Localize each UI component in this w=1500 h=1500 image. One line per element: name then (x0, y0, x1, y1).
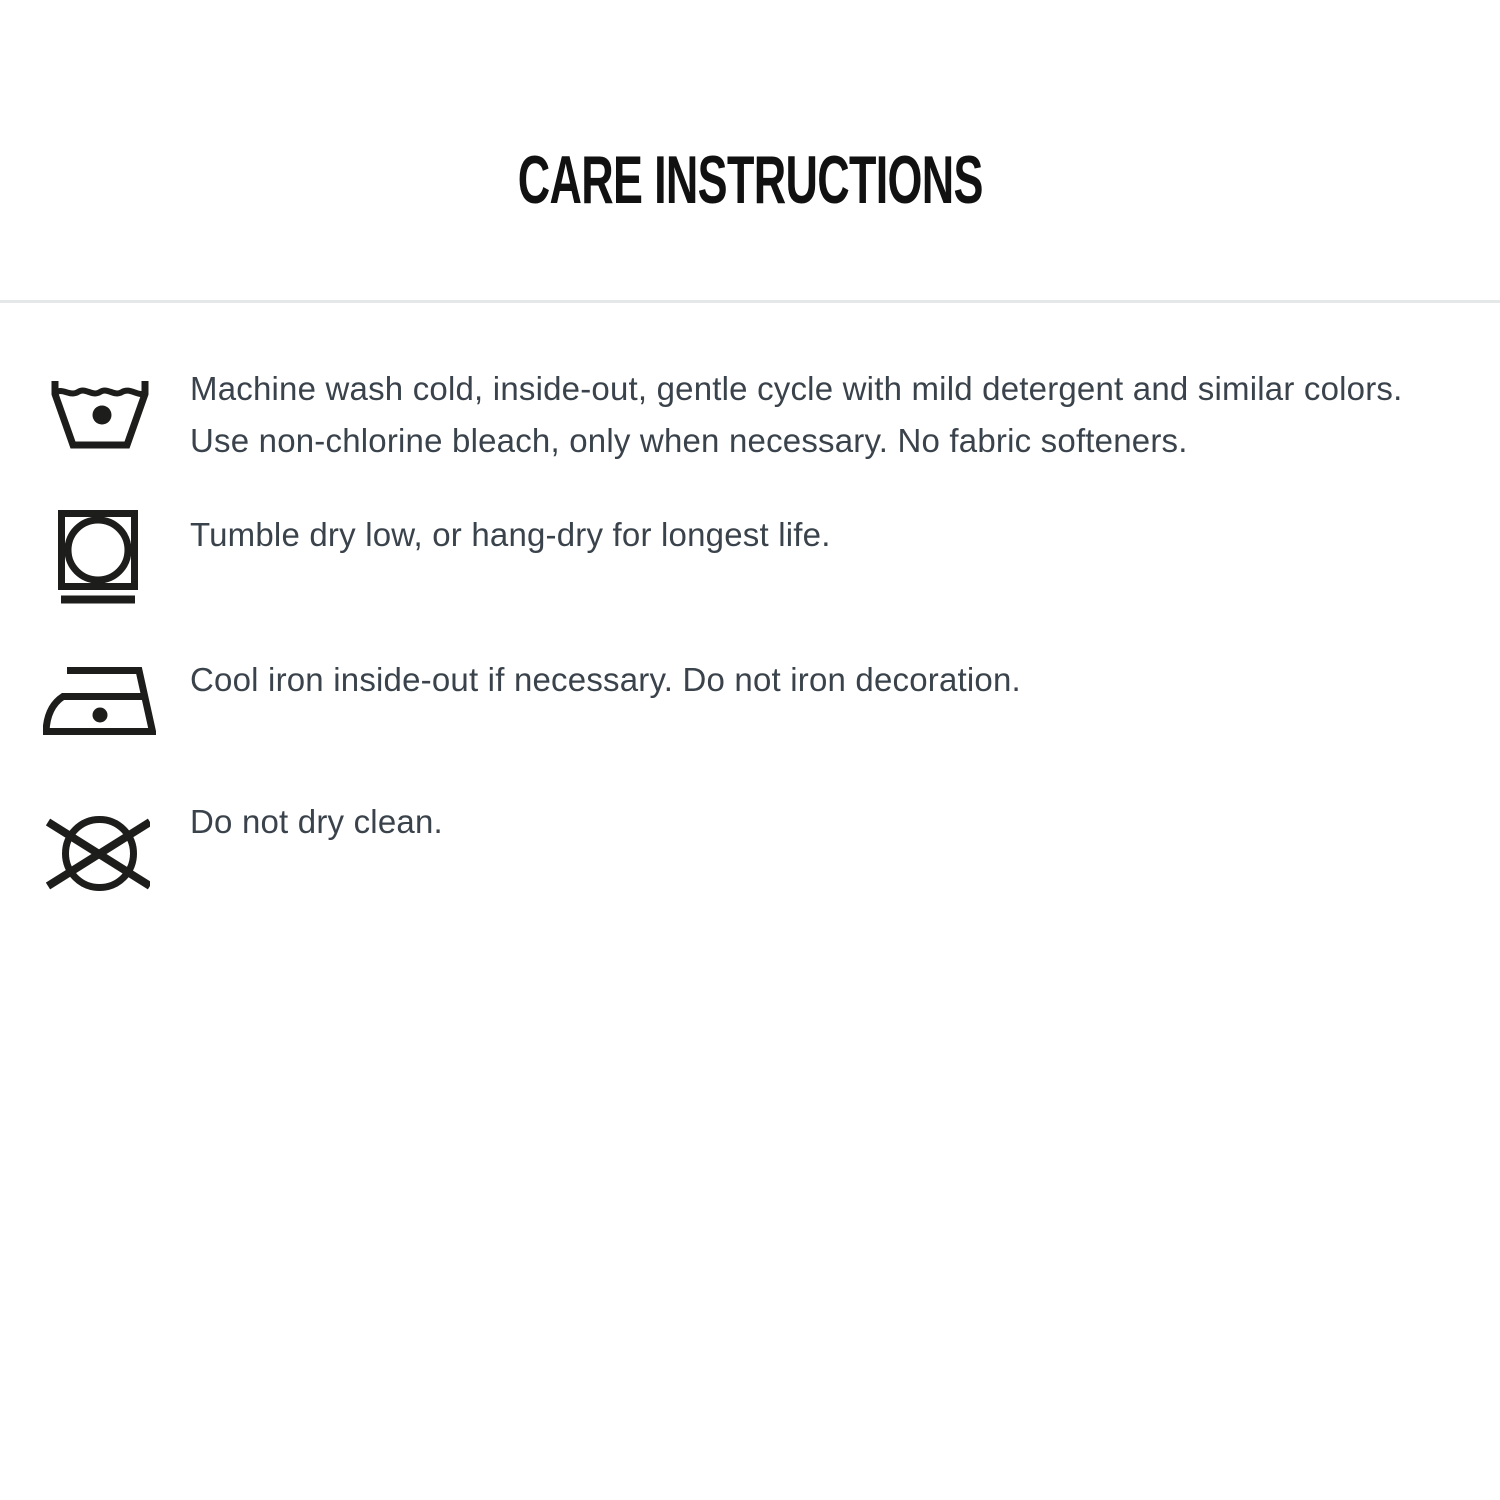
section-divider (0, 300, 1500, 303)
care-text-machine-wash: Machine wash cold, inside-out, gentle cycle with mild detergent and similar colors. Use non-chlorine bleach, only when necessary. No fabric softeners. (190, 370, 1403, 459)
care-instructions-list (0, 363, 1500, 904)
care-row-machine-wash (42, 363, 1460, 467)
do-not-dry-clean-icon (46, 796, 150, 904)
page-title (0, 0, 1500, 218)
care-row-do-not-dry-clean (42, 796, 1460, 904)
tumble-dry-icon (58, 510, 138, 604)
icon-column (42, 509, 162, 604)
care-row-iron (42, 654, 1460, 739)
care-text-do-not-dry-clean: Do not dry clean. (190, 803, 443, 840)
icon-column (42, 796, 162, 904)
machine-wash-icon (50, 379, 150, 449)
icon-column (42, 654, 162, 739)
care-text-tumble-dry: Tumble dry low, or hang-dry for longest life. (190, 516, 831, 553)
page-title-text: CARE INSTRUCTIONS (517, 142, 983, 218)
icon-column (42, 363, 162, 449)
iron-icon (43, 663, 156, 739)
care-row-tumble-dry (42, 509, 1460, 604)
care-text-iron: Cool iron inside-out if necessary. Do not iron decoration. (190, 661, 1021, 698)
